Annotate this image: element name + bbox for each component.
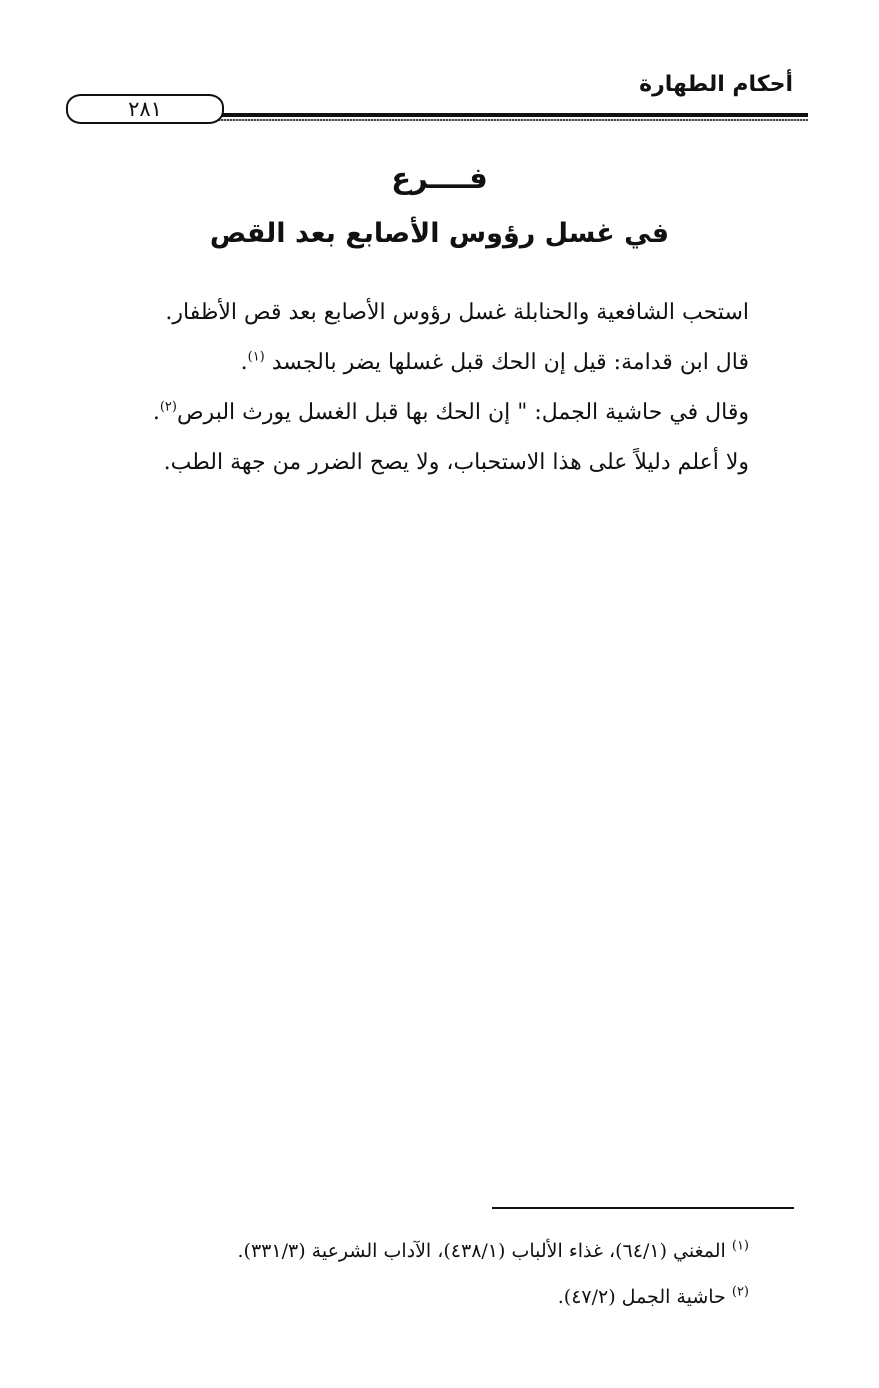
footnote-text: المغني (٦٤/١)، غذاء الألباب (٤٣٨/١)، الآداب الشرعية (٣٣١/٣). xyxy=(237,1240,726,1262)
page-number: ٢٨١ xyxy=(66,94,224,124)
body-line xyxy=(99,288,749,338)
body-text xyxy=(99,288,749,488)
footnote xyxy=(129,1228,749,1274)
footnote-text: حاشية الجمل (٤٧/٢). xyxy=(557,1286,726,1308)
footnote-marker: (٢) xyxy=(731,1284,749,1300)
footnote-separator xyxy=(492,1207,794,1209)
section-title: في غسل رؤوس الأصابع بعد القص xyxy=(209,218,670,249)
body-line-text: قال ابن قدامة: قيل إن الحك قبل غسلها يضر بالجسد xyxy=(264,350,749,375)
running-header-title: أحكام الطهارة xyxy=(639,72,793,97)
body-line-text: استحب الشافعية والحنابلة غسل رؤوس الأصابع بعد قص الأظفار. xyxy=(165,300,749,325)
section-label: فــــرع xyxy=(391,161,488,195)
body-line-text: ولا أعلم دليلاً على هذا الاستحباب، ولا يصح الضرر من جهة الطب. xyxy=(163,450,749,475)
footnote-reference: (٢) xyxy=(159,399,177,415)
footnotes xyxy=(129,1228,749,1320)
body-line-tail: . xyxy=(152,400,160,425)
body-line-tail: . xyxy=(240,350,248,375)
body-line xyxy=(99,338,749,388)
body-line xyxy=(99,388,749,438)
footnote-marker: (١) xyxy=(731,1238,749,1254)
body-line xyxy=(99,438,749,488)
footnote xyxy=(129,1274,749,1320)
body-line-text: وقال في حاشية الجمل: " إن الحك بها قبل الغسل يورث البرص xyxy=(176,400,749,425)
footnote-reference: (١) xyxy=(247,349,265,365)
